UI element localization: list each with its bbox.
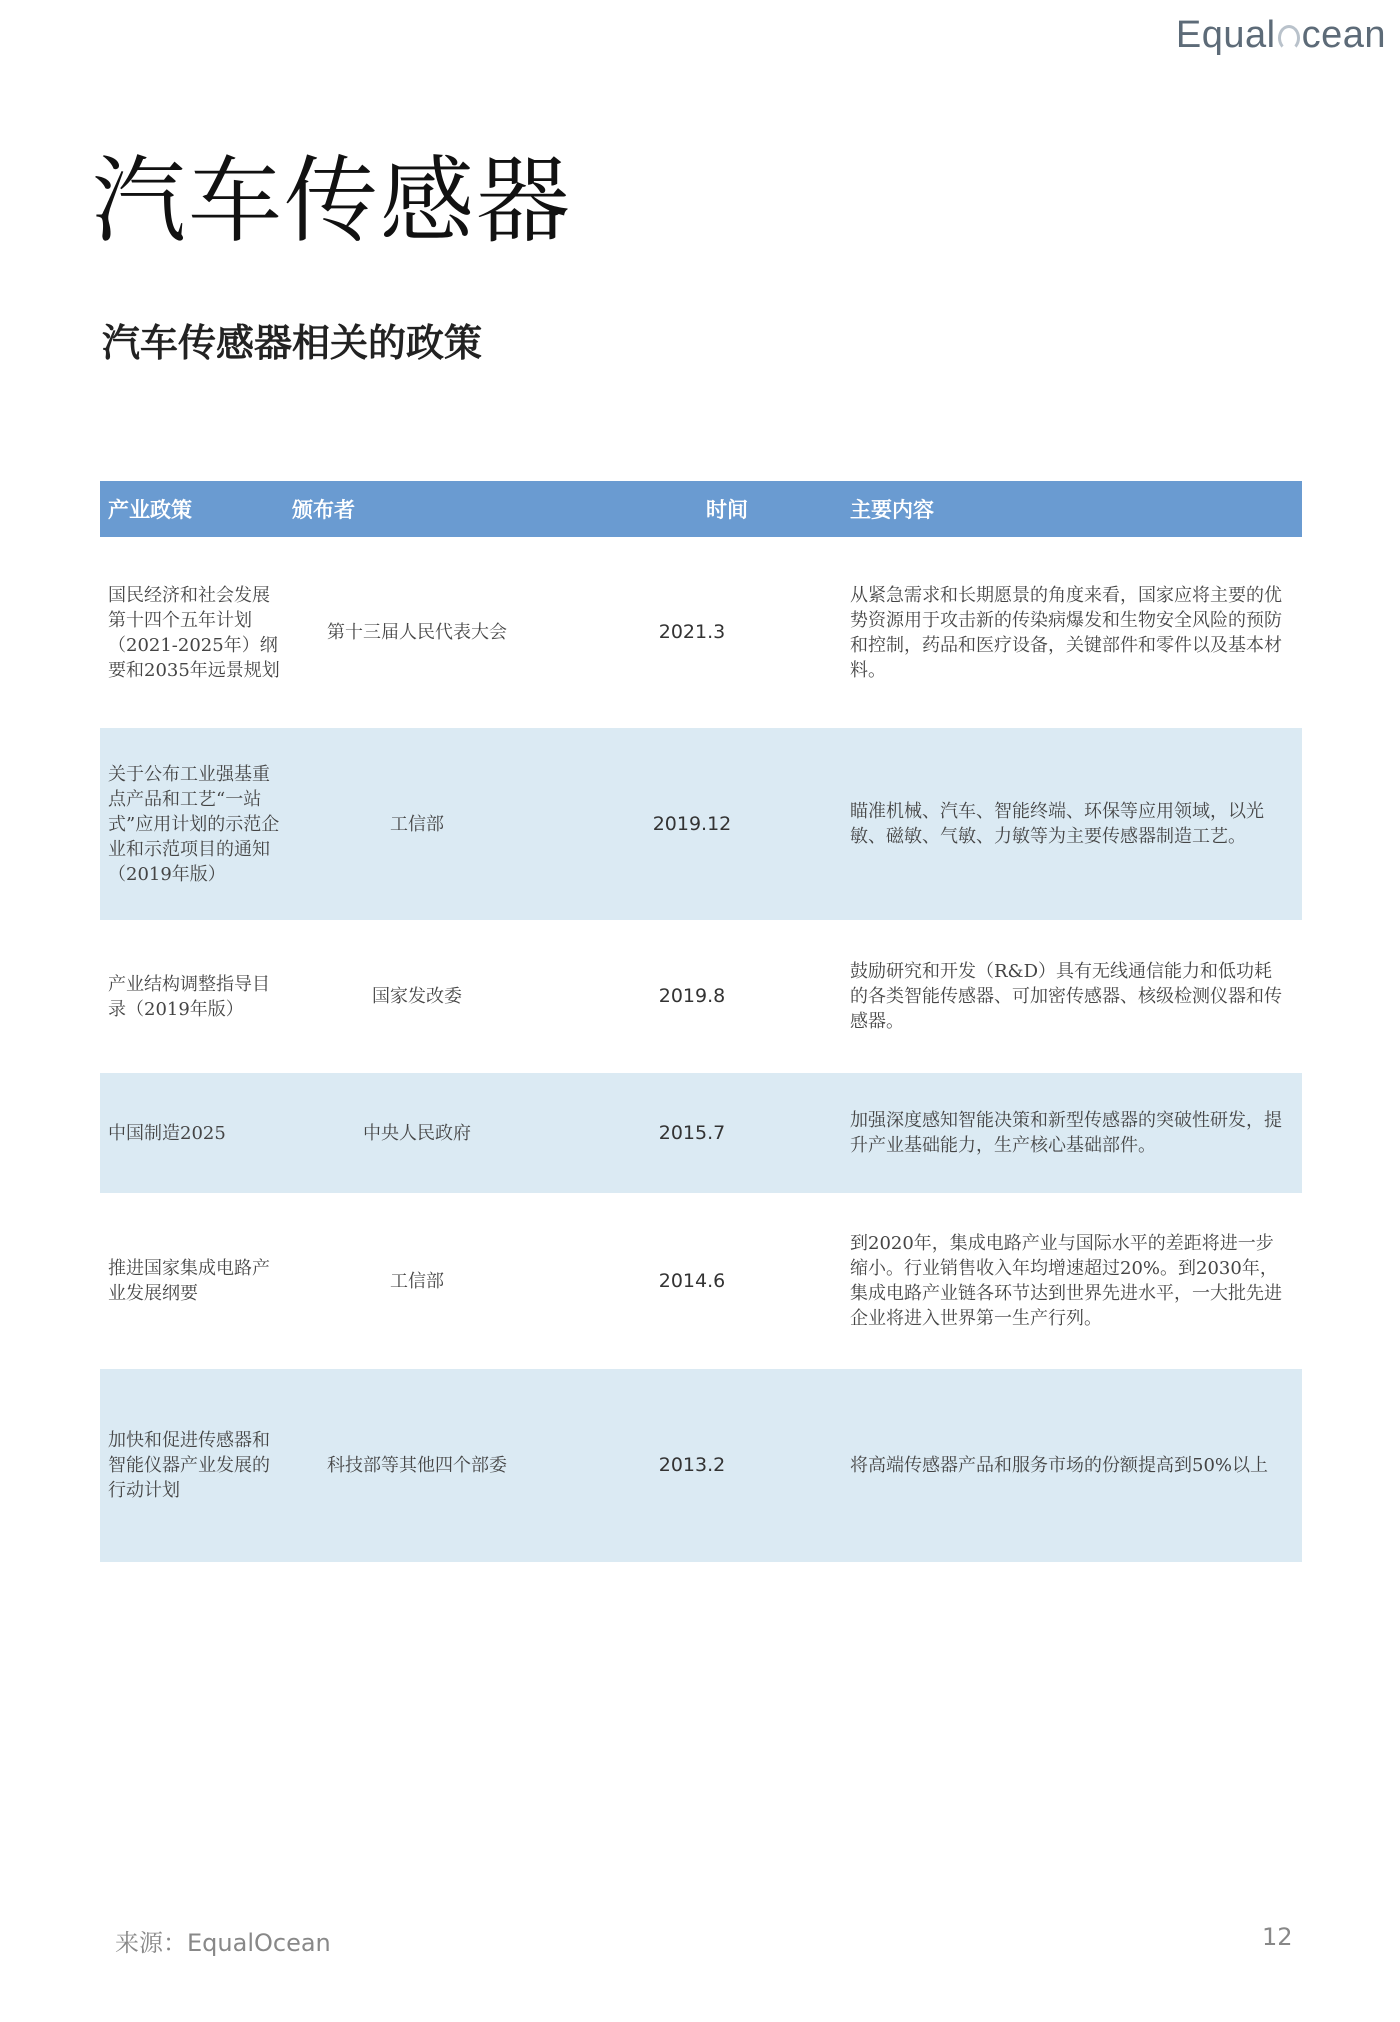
cell-issuer: 中央人民政府 xyxy=(292,1073,542,1193)
header-policy: 产业政策 xyxy=(108,498,192,522)
table-header-row xyxy=(100,481,1302,537)
table-row xyxy=(100,1369,1302,1562)
header-policy-issuer xyxy=(100,481,542,537)
cell-policy: 中国制造2025 xyxy=(100,1073,292,1193)
header-issuer: 颁布者 xyxy=(292,498,355,522)
cell-issuer: 国家发改委 xyxy=(372,986,462,1007)
cell-policy: 产业结构调整指导目录（2019年版） xyxy=(108,973,270,1020)
section-subtitle: 汽车传感器相关的政策 xyxy=(102,321,483,365)
cell-content: 将高端传感器产品和服务市场的份额提高到50%以上 xyxy=(842,1369,1302,1562)
cell-date: 2021.3 xyxy=(658,621,726,643)
cell-date: 2019.8 xyxy=(658,985,726,1007)
cell-date: 2014.6 xyxy=(658,1269,726,1292)
equalocean-logo xyxy=(1176,14,1386,57)
cell-content: 加强深度感知智能决策和新型传感器的突破性研发，提升产业基础能力，生产核心基础部件。 xyxy=(842,1073,1302,1193)
cell-issuer: 第十三届人民代表大会 xyxy=(327,622,507,643)
table-row xyxy=(100,1193,1302,1369)
cell-issuer: 工信部 xyxy=(292,728,542,920)
cell-policy: 关于公布工业强基重点产品和工艺“一站式”应用计划的示范企业和示范项目的通知（2019年版） xyxy=(100,728,292,920)
table-row xyxy=(100,920,1302,1073)
table-row xyxy=(100,1073,1302,1193)
cell-policy: 推进国家集成电路产业发展纲要 xyxy=(108,1258,270,1304)
table-row xyxy=(100,728,1302,920)
header-content: 主要内容 xyxy=(842,481,1302,537)
cell-content: 瞄准机械、汽车、智能终端、环保等应用领域，以光敏、磁敏、气敏、力敏等为主要传感器制造工艺。 xyxy=(842,728,1302,920)
cell-content: 鼓励研究和开发（R&D）具有无线通信能力和低功耗的各类智能传感器、可加密传感器、核级检测仪器和传感器。 xyxy=(850,961,1282,1032)
page-title: 汽车传感器 xyxy=(92,147,573,256)
cell-policy: 加快和促进传感器和智能仪器产业发展的行动计划 xyxy=(100,1369,292,1562)
cell-date: 2015.7 xyxy=(542,1073,842,1193)
cell-issuer: 科技部等其他四个部委 xyxy=(292,1369,542,1562)
cell-date: 2019.12 xyxy=(542,728,842,920)
logo-o-icon xyxy=(1278,25,1300,51)
footer-source: 来源：EqualOcean xyxy=(115,1929,331,1957)
cell-issuer: 工信部 xyxy=(390,1270,444,1292)
cell-content: 从紧急需求和长期愿景的角度来看，国家应将主要的优势资源用于攻击新的传染病爆发和生物安全风险的预防和控制，药品和医疗设备，关键部件和零件以及基本材料。 xyxy=(850,584,1282,681)
page-number: 12 xyxy=(1262,1923,1293,1951)
cell-policy: 国民经济和社会发展第十四个五年计划（2021-2025年）纲要和2035年远景规划 xyxy=(108,584,280,681)
logo-text-right: cean xyxy=(1301,14,1386,56)
cell-date: 2013.2 xyxy=(542,1369,842,1562)
cell-content: 到2020年，集成电路产业与国际水平的差距将进一步缩小。行业销售收入年均增速超过20%。到2030年，集成电路产业链各环节达到世界先进水平，一大批先进企业将进入世界第一生产行列。 xyxy=(850,1233,1282,1329)
logo-text-left: Equal xyxy=(1175,14,1276,56)
policy-table xyxy=(100,481,1302,1562)
table-row xyxy=(100,537,1302,728)
header-date: 时间 xyxy=(542,481,842,537)
